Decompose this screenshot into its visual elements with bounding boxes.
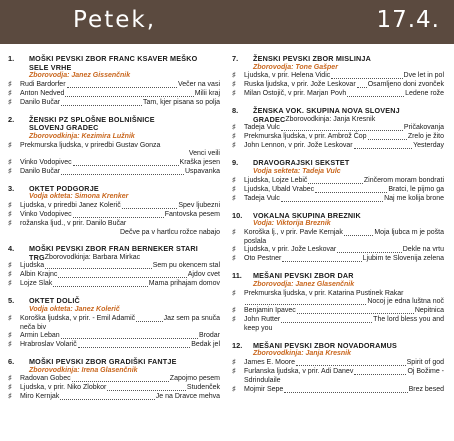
- music-note-icon: ♯: [8, 80, 12, 88]
- music-note-icon: ♯: [232, 316, 236, 324]
- program-item-body: [244, 81, 444, 90]
- music-note-icon: ♯: [232, 142, 236, 150]
- leader-dots: [297, 307, 414, 314]
- program-item-body: [20, 168, 220, 177]
- program-item: [8, 262, 220, 271]
- composer: Ljudska, v priredbi Janez Kolerič: [20, 201, 121, 209]
- section-number: 8.: [232, 106, 239, 116]
- music-note-icon: ♯: [232, 367, 236, 375]
- program-item-body: [20, 99, 220, 108]
- composer: Ljudska, v prir. Helena Vidic: [244, 72, 331, 80]
- song-title: Mama prihajam domov: [148, 280, 220, 288]
- program-section: [232, 55, 444, 99]
- choir-name: DRAVOGRAJSKI SEKSTET: [253, 158, 350, 168]
- composer: rožanska ljud., v prir. Danilo Bučar: [20, 219, 127, 227]
- music-note-icon: ♯: [8, 89, 12, 97]
- section-number: 12.: [232, 340, 243, 350]
- music-note-icon: ♯: [8, 98, 12, 106]
- composer: Oto Pestner: [244, 255, 282, 263]
- composer: Danilo Bučar: [20, 167, 61, 175]
- program-column-left: [8, 55, 220, 410]
- leader-dots: [60, 393, 155, 400]
- section-number: 2.: [8, 114, 15, 124]
- program-item-body: [20, 315, 220, 333]
- song-title: Nepitnica: [414, 307, 444, 315]
- program-item: [8, 384, 220, 393]
- song-title: Naj me kolija brone: [384, 194, 444, 202]
- composer: Ljudska, Lojze Lebič: [244, 176, 308, 184]
- conductor-name: Vodja sekteta: Tadeja Vulc: [253, 167, 341, 175]
- section-title-row: [232, 212, 444, 221]
- choir-name: MEŠANI PEVSKI ZBOR DAR: [253, 271, 354, 281]
- section-number-spacer: [8, 64, 29, 73]
- song-title-continued: Dečve pa v hartlcu rožce nabajo: [120, 228, 220, 236]
- music-note-icon: ♯: [232, 228, 236, 236]
- song-title: The lord bless you and: [373, 316, 444, 324]
- choir-name: GRADEC: [253, 114, 286, 124]
- program-item-body: [20, 202, 220, 211]
- composer: Milan Ostojič, v prir. Marjan Povh: [244, 90, 347, 98]
- composer: John Rutter: [244, 316, 281, 324]
- song-title: Zapojmo pesem: [169, 375, 220, 383]
- leader-dots: [337, 246, 402, 253]
- program-section: [8, 55, 220, 108]
- program-column-right: [232, 55, 444, 403]
- music-note-icon: ♯: [232, 246, 236, 254]
- music-note-icon: ♯: [232, 289, 236, 297]
- music-note-icon: ♯: [8, 393, 12, 401]
- program-item-body: [244, 368, 444, 386]
- song-title: Bratci, le pijmo ga: [388, 185, 444, 193]
- section-number: 7.: [232, 54, 239, 63]
- leader-dots: [315, 186, 387, 193]
- composer: Armin Leban: [20, 332, 60, 340]
- program-item: [8, 280, 220, 289]
- leader-dots: [281, 124, 403, 131]
- leader-dots: [61, 332, 198, 339]
- conductor-name: Zborovodja: Tone Gašper: [253, 63, 338, 71]
- program-item: [232, 90, 444, 99]
- song-title: Ledene rože: [405, 90, 444, 98]
- program-item: [232, 290, 444, 308]
- section-title-row: [8, 185, 220, 194]
- music-note-icon: ♯: [232, 176, 236, 184]
- program-item: [232, 229, 444, 247]
- conductor-name: Zborovodkinja: Janja Kresnik: [253, 350, 352, 358]
- section-number: 6.: [8, 357, 15, 367]
- composer: Mojmir Sepe: [244, 385, 284, 393]
- music-note-icon: ♯: [8, 262, 12, 270]
- program-item-body: [20, 159, 220, 168]
- leader-dots: [58, 271, 186, 278]
- composer: Ljudska, Ubald Vrabec: [244, 185, 315, 193]
- program-item-body: [244, 316, 444, 334]
- program-section: [8, 297, 220, 350]
- program-item-body: [20, 271, 220, 280]
- program-item: [8, 90, 220, 99]
- leader-dots: [61, 99, 142, 106]
- composer: Ljudska: [20, 262, 45, 270]
- program-item-body: [244, 386, 444, 395]
- day-title: Petek,: [73, 7, 156, 33]
- section-title-row: [8, 124, 220, 133]
- music-note-icon: ♯: [232, 358, 236, 366]
- program-item-body: [244, 90, 444, 99]
- leader-dots: [368, 133, 407, 140]
- program-item: [232, 142, 444, 151]
- section-number-spacer: [8, 124, 29, 133]
- choir-name: SLOVENJ GRADEC: [29, 123, 99, 133]
- program-item: [8, 168, 220, 177]
- leader-dots: [245, 298, 366, 305]
- composer: Danilo Bučar: [20, 98, 61, 106]
- leader-dots: [357, 81, 367, 88]
- choir-name: ŽENSKI PZ SPLOŠNE BOLNIŠNICE: [29, 114, 155, 124]
- section-title-row: [232, 116, 444, 125]
- section-title-row: [8, 358, 220, 367]
- program-item-body: [244, 72, 444, 81]
- page-header: [0, 0, 454, 44]
- program-section: [232, 107, 444, 151]
- program-item: [232, 186, 444, 195]
- song-title-continued: keep you: [244, 325, 273, 333]
- leader-dots: [122, 202, 178, 209]
- music-note-icon: ♯: [8, 219, 12, 227]
- program-item-body: [244, 255, 444, 264]
- conductor-name: Zborovodja: Janez Gissenčnik: [29, 72, 131, 80]
- leader-dots: [308, 177, 362, 184]
- program-item-body: [244, 359, 444, 368]
- program-section: [232, 159, 444, 203]
- composer: Prekmurska ljudska, v priredbi Gustav Gonza: [20, 141, 161, 149]
- leader-dots: [72, 375, 169, 382]
- program-item: [232, 133, 444, 142]
- program-item: [8, 220, 220, 237]
- choir-name: SELE VRHE: [29, 62, 72, 72]
- choir-name: ŽENSKI PEVSKI ZBOR MISLINJA: [253, 54, 372, 63]
- composer: Rudi Bardorfer: [20, 80, 66, 88]
- song-title: Uspavanka: [184, 167, 220, 175]
- program-item-body: [20, 375, 220, 384]
- program-item-body: [20, 211, 220, 220]
- program-item-body: [20, 220, 220, 237]
- conductor-name: Vodja okteta: Simona Krenker: [29, 193, 129, 201]
- program-item-body: [244, 186, 444, 195]
- program-item-body: [244, 246, 444, 255]
- program-section: [8, 116, 220, 177]
- program-item-body: [20, 90, 220, 99]
- composer: Tadeja Vulc: [244, 124, 280, 132]
- program-item: [232, 316, 444, 334]
- composer: Ljudska, v prir. Jože Leskovar: [244, 246, 337, 254]
- program-item: [8, 341, 220, 350]
- song-title: Kraška jesen: [179, 158, 220, 166]
- composer: Prekmurska ljudska, v prir. Katarina Pustinek Rakar: [244, 289, 404, 297]
- program-section: [232, 272, 444, 333]
- composer: Anton Nedved: [20, 89, 65, 97]
- program-item: [8, 159, 220, 168]
- composer: Benjamin Ipavec: [244, 307, 296, 315]
- composer: Ruska ljudska, v prir. Jože Leskovar: [244, 81, 356, 89]
- music-note-icon: ♯: [232, 255, 236, 263]
- program-item: [8, 81, 220, 90]
- program-item-body: [20, 280, 220, 289]
- leader-dots: [282, 255, 361, 262]
- composer: Koroška ljudska, v prir. - Emil Adamič: [20, 314, 136, 322]
- music-note-icon: ♯: [8, 210, 12, 218]
- program-item-body: [244, 307, 444, 316]
- music-note-icon: ♯: [8, 375, 12, 383]
- composer: Koroška lj., v prir. Pavle Kernjak: [244, 228, 343, 236]
- section-number: 3.: [8, 183, 15, 193]
- song-title: Ljubim te Slovenija zelena: [362, 255, 444, 263]
- choir-name: OKTET DOLIČ: [29, 296, 80, 306]
- composer: Ljudska, v prir. Niko Zlobkor: [20, 384, 107, 392]
- program-section: [232, 342, 444, 395]
- section-number-spacer: [8, 254, 29, 263]
- program-item: [232, 195, 444, 204]
- song-title: Oj Božime -: [407, 367, 444, 375]
- song-title: Brodar: [198, 332, 220, 340]
- music-note-icon: ♯: [232, 81, 236, 89]
- song-title: Ajdov cvet: [187, 271, 220, 279]
- song-title: Milii kraj: [194, 89, 220, 97]
- leader-dots: [331, 72, 402, 79]
- section-number: 10.: [232, 210, 243, 220]
- song-title-continued: neča biv: [20, 323, 47, 331]
- section-number: 5.: [8, 296, 15, 306]
- choir-name: TRG: [29, 252, 45, 262]
- section-number: 4.: [8, 244, 15, 254]
- song-title: Zrelo je žito: [407, 133, 444, 141]
- composer: James E. Moore: [244, 358, 295, 366]
- program-item: [8, 375, 220, 384]
- song-title: Brez besed: [408, 385, 444, 393]
- leader-dots: [53, 280, 148, 287]
- conductor-name: Vodja: Viktorija Breznik: [253, 220, 331, 228]
- leader-dots: [281, 195, 383, 202]
- program-item-body: [244, 290, 444, 308]
- song-title: Osamljeno doni zvonček: [367, 81, 444, 89]
- program-item: [8, 332, 220, 341]
- program-section: [8, 358, 220, 402]
- choir-name: MOŠKI PEVSKI ZBOR GRADIŠKI FANTJE: [29, 357, 177, 367]
- song-title: Spirit of god: [406, 358, 444, 366]
- program-item: [8, 315, 220, 333]
- program-item-body: [20, 384, 220, 393]
- program-item: [8, 211, 220, 220]
- program-item-body: [20, 262, 220, 271]
- composer: Vinko Vodopivec: [20, 158, 72, 166]
- leader-dots: [296, 359, 406, 366]
- song-title: Fantovska pesem: [164, 210, 220, 218]
- music-note-icon: ♯: [8, 341, 12, 349]
- composer: Prekmurska ljudska, v prir. Ambrož Čop: [244, 133, 367, 141]
- conductor-name: Zborovodkinja: Kezimira Lužnik: [29, 132, 135, 140]
- leader-dots: [136, 315, 162, 322]
- song-title-continued: Venci veili: [188, 150, 220, 158]
- composer: Lojze Slak: [20, 280, 53, 288]
- program-item: [232, 307, 444, 316]
- section-title-row: [8, 64, 220, 73]
- leader-dots: [78, 341, 190, 348]
- song-title: Tam, kjer pisana so polja: [142, 98, 220, 106]
- song-title: Yesterday: [413, 142, 444, 150]
- conductor-name: Zborovodja: Janez Glasenčnik: [253, 280, 355, 288]
- conductor-name: Vodja okteta: Janez Kolerič: [29, 305, 120, 313]
- leader-dots: [284, 386, 407, 393]
- leader-dots: [107, 384, 186, 391]
- leader-dots: [347, 90, 404, 97]
- conductor-name: Zborovodkinja: Irena Glasenčnik: [29, 366, 138, 374]
- conductor-name: Zborovodkinja: Barbara Mirkac: [44, 253, 141, 261]
- section-number: 1.: [8, 54, 15, 63]
- song-title: Moja ljubca m je pošta: [374, 228, 444, 236]
- music-note-icon: ♯: [8, 158, 12, 166]
- leader-dots: [281, 316, 372, 323]
- program-item-body: [244, 195, 444, 204]
- leader-dots: [73, 211, 164, 218]
- song-title: Je na Dravce mehva: [155, 393, 220, 401]
- section-number-spacer: [232, 116, 253, 125]
- song-title: Nocoj je edna luštna noč: [367, 298, 444, 306]
- choir-name: MEŠANI PEVSKI ZBOR NOVADORAMUS: [253, 340, 398, 350]
- section-title-row: [232, 272, 444, 281]
- music-note-icon: ♯: [232, 385, 236, 393]
- leader-dots: [61, 168, 184, 175]
- program-section: [232, 212, 444, 265]
- composer: Miro Kernjak: [20, 393, 60, 401]
- date-title: 17.4.: [376, 7, 440, 33]
- section-title-row: [8, 254, 220, 263]
- program-item: [232, 72, 444, 81]
- music-note-icon: ♯: [232, 307, 236, 315]
- composer: Furlanska ljudska, v prir. Adi Danev: [244, 367, 354, 375]
- song-title: Večer na vasi: [177, 80, 220, 88]
- program-item: [232, 359, 444, 368]
- song-title: Pričakovanja: [403, 124, 444, 132]
- program-section: [8, 245, 220, 289]
- program-item-body: [20, 341, 220, 350]
- leader-dots: [45, 262, 152, 269]
- music-note-icon: ♯: [8, 271, 12, 279]
- song-title: Jaz sem pa snuča: [163, 314, 220, 322]
- section-number: 9.: [232, 158, 239, 168]
- composer: Albin Krajnc: [20, 271, 58, 279]
- program-item-body: [20, 81, 220, 90]
- section-title-row: [232, 159, 444, 168]
- music-note-icon: ♯: [8, 167, 12, 175]
- program-item: [8, 271, 220, 280]
- program-item-body: [244, 133, 444, 142]
- leader-dots: [65, 90, 193, 97]
- song-title-line: [244, 298, 444, 307]
- composer: Hrabroslav Volarič: [20, 341, 77, 349]
- program-item-body: [244, 229, 444, 247]
- choir-name: VOKALNA SKUPINA BREZNIK: [253, 210, 361, 220]
- composer: Tadeja Vulc: [244, 194, 280, 202]
- song-title: Dekle na vrtu: [402, 246, 444, 254]
- leader-dots: [67, 81, 177, 88]
- program-item: [232, 81, 444, 90]
- music-note-icon: ♯: [8, 314, 12, 322]
- song-title-continued: poslala: [244, 237, 267, 245]
- program-item-body: [244, 142, 444, 151]
- section-number: 11.: [232, 271, 242, 281]
- section-title-row: [8, 297, 220, 306]
- music-note-icon: ♯: [8, 141, 12, 149]
- music-note-icon: ♯: [232, 72, 236, 80]
- section-title-row: [232, 55, 444, 64]
- song-title-continued: Sdrindulaile: [244, 376, 281, 384]
- song-title: Dve let in pol: [403, 72, 444, 80]
- music-note-icon: ♯: [232, 90, 236, 98]
- music-note-icon: ♯: [232, 124, 236, 132]
- song-title: Spev ljubezni: [178, 201, 220, 209]
- leader-dots: [344, 229, 374, 236]
- song-title: Sem pu okencem stal: [152, 262, 220, 270]
- leader-dots: [354, 142, 413, 149]
- program-item: [232, 177, 444, 186]
- choir-name: ŽENSKA VOK. SKUPINA NOVA SLOVENJ: [253, 106, 400, 116]
- program-item: [8, 99, 220, 108]
- leader-dots: [354, 368, 406, 375]
- program-item: [8, 393, 220, 402]
- music-note-icon: ♯: [232, 133, 236, 141]
- program-item-body: [244, 177, 444, 186]
- program-item-body: [20, 393, 220, 402]
- composer: Vinko Vodopivec: [20, 210, 72, 218]
- choir-name: MOŠKI PEVSKI ZBOR FRANC KSAVER MEŠKO: [29, 54, 198, 63]
- program-item: [232, 368, 444, 386]
- program-item-body: [20, 332, 220, 341]
- conductor-name: Zborovodkinja: Janja Kresnik: [285, 115, 376, 123]
- music-note-icon: ♯: [8, 201, 12, 209]
- choir-name: OKTET PODGORJE: [29, 183, 99, 193]
- song-title: Bedak jel: [191, 341, 220, 349]
- song-title: Zinčerom moram bondrati: [363, 176, 444, 184]
- program-section: [8, 185, 220, 237]
- choir-name: MOŠKI PEVSKI ZBOR FRAN BERNEKER STARI: [29, 244, 198, 254]
- music-note-icon: ♯: [232, 194, 236, 202]
- leader-dots: [73, 159, 179, 166]
- program-item: [232, 246, 444, 255]
- program-item: [8, 202, 220, 211]
- program-item: [8, 142, 220, 159]
- music-note-icon: ♯: [8, 384, 12, 392]
- program-item: [232, 386, 444, 395]
- music-note-icon: ♯: [232, 185, 236, 193]
- program-item-body: [20, 142, 220, 159]
- music-note-icon: ♯: [8, 280, 12, 288]
- song-title: Studenček: [186, 384, 220, 392]
- section-title-row: [232, 342, 444, 351]
- program-item: [232, 255, 444, 264]
- composer: John Lennon, v prir. Jože Leskovar: [244, 142, 353, 150]
- composer: Radovan Gobec: [20, 375, 71, 383]
- music-note-icon: ♯: [8, 332, 12, 340]
